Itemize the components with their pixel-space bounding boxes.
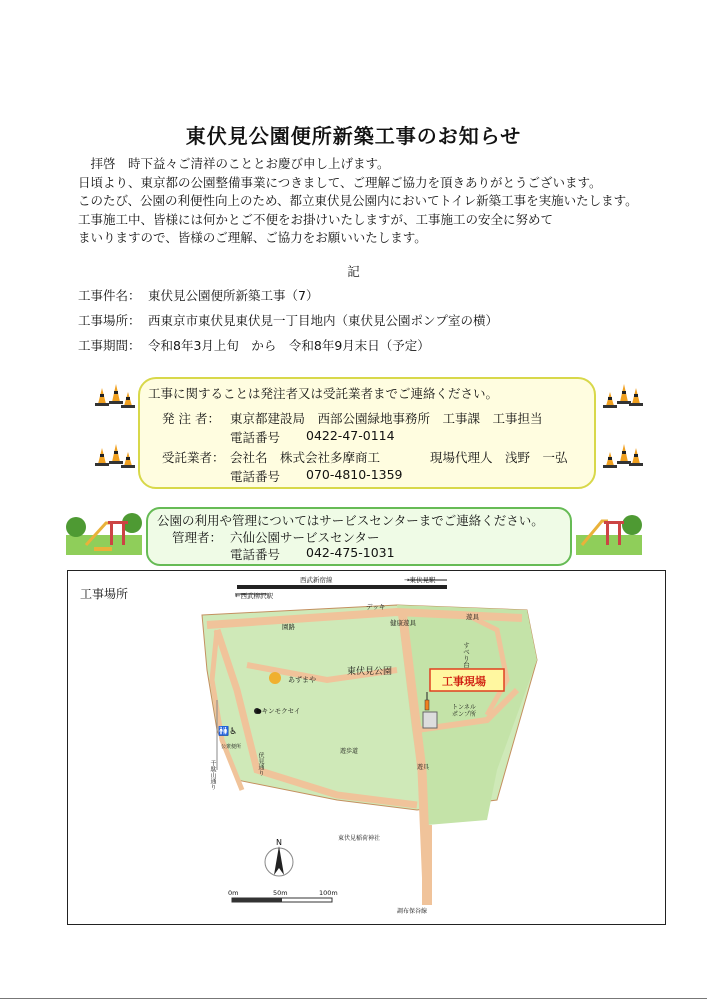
ki-heading: 記 (347, 264, 360, 279)
manager-value: 六仙公園サービスセンター (230, 530, 380, 545)
park-name-label: 東伏見公園 (347, 667, 393, 677)
detail-place-row (78, 311, 498, 329)
traffic-cones-icon (92, 380, 136, 410)
orderer-phone-label: 電話番号 (230, 430, 281, 445)
playground-illustration-icon (576, 505, 642, 555)
page-title: 東伏見公園便所新築工事のお知らせ (185, 124, 522, 148)
manager-label: 管理者： (172, 530, 223, 545)
kinmokusei-label: ●キンモクセイ (256, 707, 301, 715)
toilet-label: 公衆便所 (221, 744, 242, 750)
intro-line: このたび、公園の利便性向上のため、都立東伏見公園内においてトイレ新築工事を実施いたします。 (78, 193, 638, 208)
contractor-value: 会社名 株式会社多摩商工 (230, 450, 381, 465)
orderer-label: 発 注 者： (162, 411, 220, 426)
playground-illustration-icon (66, 505, 142, 555)
intro-text (78, 155, 638, 248)
yuhodo-label: 遊歩道 (340, 748, 359, 755)
detail-label: 工事期間： (78, 338, 141, 353)
railway-label: 西武新宿線 (300, 576, 333, 584)
site-marker (425, 700, 429, 710)
contact-heading: 工事に関することは発注者又は受託業者までご連絡ください。 (148, 386, 499, 401)
service-phone: 042-475-1031 (306, 545, 395, 560)
service-phone-label: 電話番号 (230, 547, 281, 562)
detail-period-row (78, 336, 430, 354)
railway-line (237, 585, 447, 589)
to-nishibushiyagi-label: ←西武柳沢駅 (235, 592, 273, 600)
map-label: 工事場所 (80, 587, 129, 601)
traffic-cones-icon (600, 380, 644, 410)
road-left2-label: 伏見通り (257, 752, 264, 776)
contractor-phone: 070-4810-1359 (306, 467, 403, 482)
deck-label: デッキ (366, 603, 386, 611)
kyoukaku-label: 遊具 (417, 764, 430, 771)
tunnel-label: トンネル ポンプ所 (452, 704, 477, 718)
service-heading: 公園の利用や管理についてはサービスセンターまでご連絡ください。 (157, 513, 544, 528)
yuri-label: 園路 (282, 623, 295, 631)
north-label: N (276, 838, 282, 847)
page-bottom-rule (0, 998, 707, 999)
pump-house (423, 712, 437, 728)
scale-bar-fill (232, 898, 282, 902)
park-map-drawing (67, 570, 666, 925)
detail-value: 西東京市東伏見東伏見一丁目地内（東伏見公園ポンプ室の横） (148, 313, 499, 328)
detail-label: 工事件名： (78, 288, 141, 303)
intro-line: 拝啓 時下益々ご清祥のこととお慶び申し上げます。 (78, 156, 390, 171)
scale-label-50: 50m (273, 889, 288, 897)
contractor-phone-label: 電話番号 (230, 469, 281, 484)
contractor-label: 受託業者： (162, 450, 225, 465)
suberi-label: すべり台 (462, 642, 470, 668)
to-higashifushimi-label: →東伏見駅 (404, 576, 436, 584)
traffic-cones-icon (600, 440, 644, 470)
intro-line: まいりますので、皆様のご理解、ご協力をお願いいたします。 (78, 230, 427, 245)
detail-value: 東伏見公園便所新築工事（7） (148, 288, 319, 303)
contractor-agent: 現場代理人 浅野 一弘 (430, 450, 568, 465)
shrine-label: 東伏見稲荷神社 (338, 835, 381, 842)
site-label: 工事現場 (442, 675, 486, 688)
detail-value: 令和8年3月上旬 から 令和8年9月末日（予定） (148, 338, 430, 353)
traffic-cones-icon (92, 440, 136, 470)
detail-label: 工事場所： (78, 313, 141, 328)
scale-label-0: 0m (228, 889, 239, 897)
detail-name-row (78, 286, 318, 304)
yugu-label: 遊具 (466, 613, 479, 621)
road-left-label: 千駄山通り (209, 760, 216, 790)
scale-label-100: 100m (319, 889, 338, 897)
facility-icons: 🚻♿ (218, 727, 238, 737)
azumaya-label: あずまや (288, 676, 316, 684)
orderer-value: 東京都建設局 西部公園緑地事務所 工事課 工事担当 (230, 411, 543, 426)
intro-line: 工事施工中、皆様には何かとご不便をお掛けいたしますが、工事施工の安全に努めて (78, 211, 554, 227)
gate-label: 調布保谷線 (397, 908, 428, 915)
orderer-phone: 0422-47-0114 (306, 428, 395, 443)
north-arrow-icon (274, 846, 284, 875)
azumaya-marker (269, 672, 281, 684)
intro-line: 日頃より、東京都の公園整備事業につきまして、ご理解ご協力を頂きありがとうございます。 (78, 174, 602, 190)
ikoi-label: 健康遊具 (390, 619, 416, 627)
